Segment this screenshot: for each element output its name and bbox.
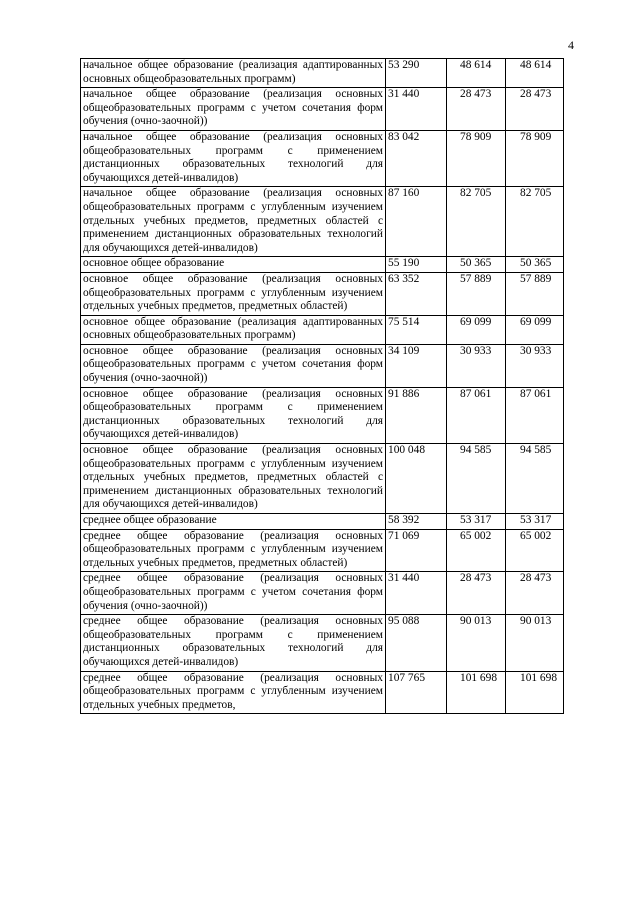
cell-value-1: 34 109 [386,344,447,387]
row-description: среднее общее образование (реализация основных общеобразовательных программ с углубленным изучением отдельных учебных предметов, [81,671,386,714]
table-row [81,187,564,257]
cell-value-1: 91 886 [386,387,447,443]
cell-value-2: 50 365 [447,257,506,273]
table-row [81,315,564,344]
cell-value-3: 101 698 [506,671,564,714]
data-table [80,58,564,714]
row-description: основное общее образование (реализация основных общеобразовательных программ с углубленным изучением отдельных учебных предметов, предметных областей с применением дистанционных образовательных технологий для обучающихся детей-инвалидов) [81,444,386,514]
cell-value-2: 48 614 [447,59,506,88]
row-description: среднее общее образование (реализация основных общеобразовательных программ с углубленным изучением отдельных учебных предметов, предметных областей) [81,529,386,572]
cell-value-3: 28 473 [506,572,564,615]
table-row [81,344,564,387]
row-description: основное общее образование (реализация адаптированных основных общеобразовательных программ) [81,315,386,344]
table-row [81,59,564,88]
cell-value-1: 63 352 [386,272,447,315]
cell-value-3: 50 365 [506,257,564,273]
table-row [81,88,564,131]
cell-value-3: 87 061 [506,387,564,443]
cell-value-2: 28 473 [447,572,506,615]
cell-value-3: 30 933 [506,344,564,387]
cell-value-2: 30 933 [447,344,506,387]
cell-value-1: 107 765 [386,671,447,714]
row-description: среднее общее образование (реализация основных общеобразовательных программ с применением дистанционных образовательных технологий для обучающихся детей-инвалидов) [81,615,386,671]
row-description: начальное общее образование (реализация основных общеобразовательных программ с учетом сочетания форм обучения (очно-заочной)) [81,88,386,131]
cell-value-1: 87 160 [386,187,447,257]
row-description: начальное общее образование (реализация основных общеобразовательных программ с углубленным изучением отдельных учебных предметов, предметных областей с применением дистанционных образовательных технологий для обучающихся детей-инвалидов) [81,187,386,257]
cell-value-3: 28 473 [506,88,564,131]
cell-value-3: 82 705 [506,187,564,257]
cell-value-2: 94 585 [447,444,506,514]
row-description: основное общее образование (реализация основных общеобразовательных программ с углубленным изучением отдельных учебных предметов, предметных областей) [81,272,386,315]
cell-value-1: 71 069 [386,529,447,572]
row-description: среднее общее образование (реализация основных общеобразовательных программ с учетом сочетания форм обучения (очно-заочной)) [81,572,386,615]
cell-value-2: 53 317 [447,514,506,530]
cell-value-2: 69 099 [447,315,506,344]
table-row [81,514,564,530]
cell-value-3: 94 585 [506,444,564,514]
cell-value-1: 83 042 [386,130,447,186]
row-description: начальное общее образование (реализация адаптированных основных общеобразовательных программ) [81,59,386,88]
cell-value-3: 90 013 [506,615,564,671]
cell-value-3: 53 317 [506,514,564,530]
page-number: 4 [568,38,574,52]
cell-value-1: 31 440 [386,572,447,615]
row-description: основное общее образование (реализация основных общеобразовательных программ с применением дистанционных образовательных технологий для обучающихся детей-инвалидов) [81,387,386,443]
cell-value-1: 55 190 [386,257,447,273]
cell-value-2: 101 698 [447,671,506,714]
cell-value-2: 57 889 [447,272,506,315]
cell-value-2: 90 013 [447,615,506,671]
table-row [81,615,564,671]
cell-value-1: 58 392 [386,514,447,530]
table-row [81,572,564,615]
cell-value-2: 78 909 [447,130,506,186]
table-row [81,272,564,315]
cell-value-1: 31 440 [386,88,447,131]
table-row [81,444,564,514]
table-row [81,671,564,714]
table-row [81,130,564,186]
table-row [81,529,564,572]
cell-value-2: 87 061 [447,387,506,443]
cell-value-3: 69 099 [506,315,564,344]
cell-value-3: 65 002 [506,529,564,572]
cell-value-1: 100 048 [386,444,447,514]
cell-value-1: 53 290 [386,59,447,88]
row-description: начальное общее образование (реализация основных общеобразовательных программ с применением дистанционных образовательных технологий для обучающихся детей-инвалидов) [81,130,386,186]
table-row [81,257,564,273]
cell-value-2: 28 473 [447,88,506,131]
cell-value-2: 65 002 [447,529,506,572]
row-description: основное общее образование [81,257,386,273]
cell-value-1: 95 088 [386,615,447,671]
table-row [81,387,564,443]
cell-value-2: 82 705 [447,187,506,257]
cell-value-3: 78 909 [506,130,564,186]
cell-value-3: 57 889 [506,272,564,315]
cell-value-3: 48 614 [506,59,564,88]
row-description: основное общее образование (реализация основных общеобразовательных программ с учетом сочетания форм обучения (очно-заочной)) [81,344,386,387]
row-description: среднее общее образование [81,514,386,530]
cell-value-1: 75 514 [386,315,447,344]
